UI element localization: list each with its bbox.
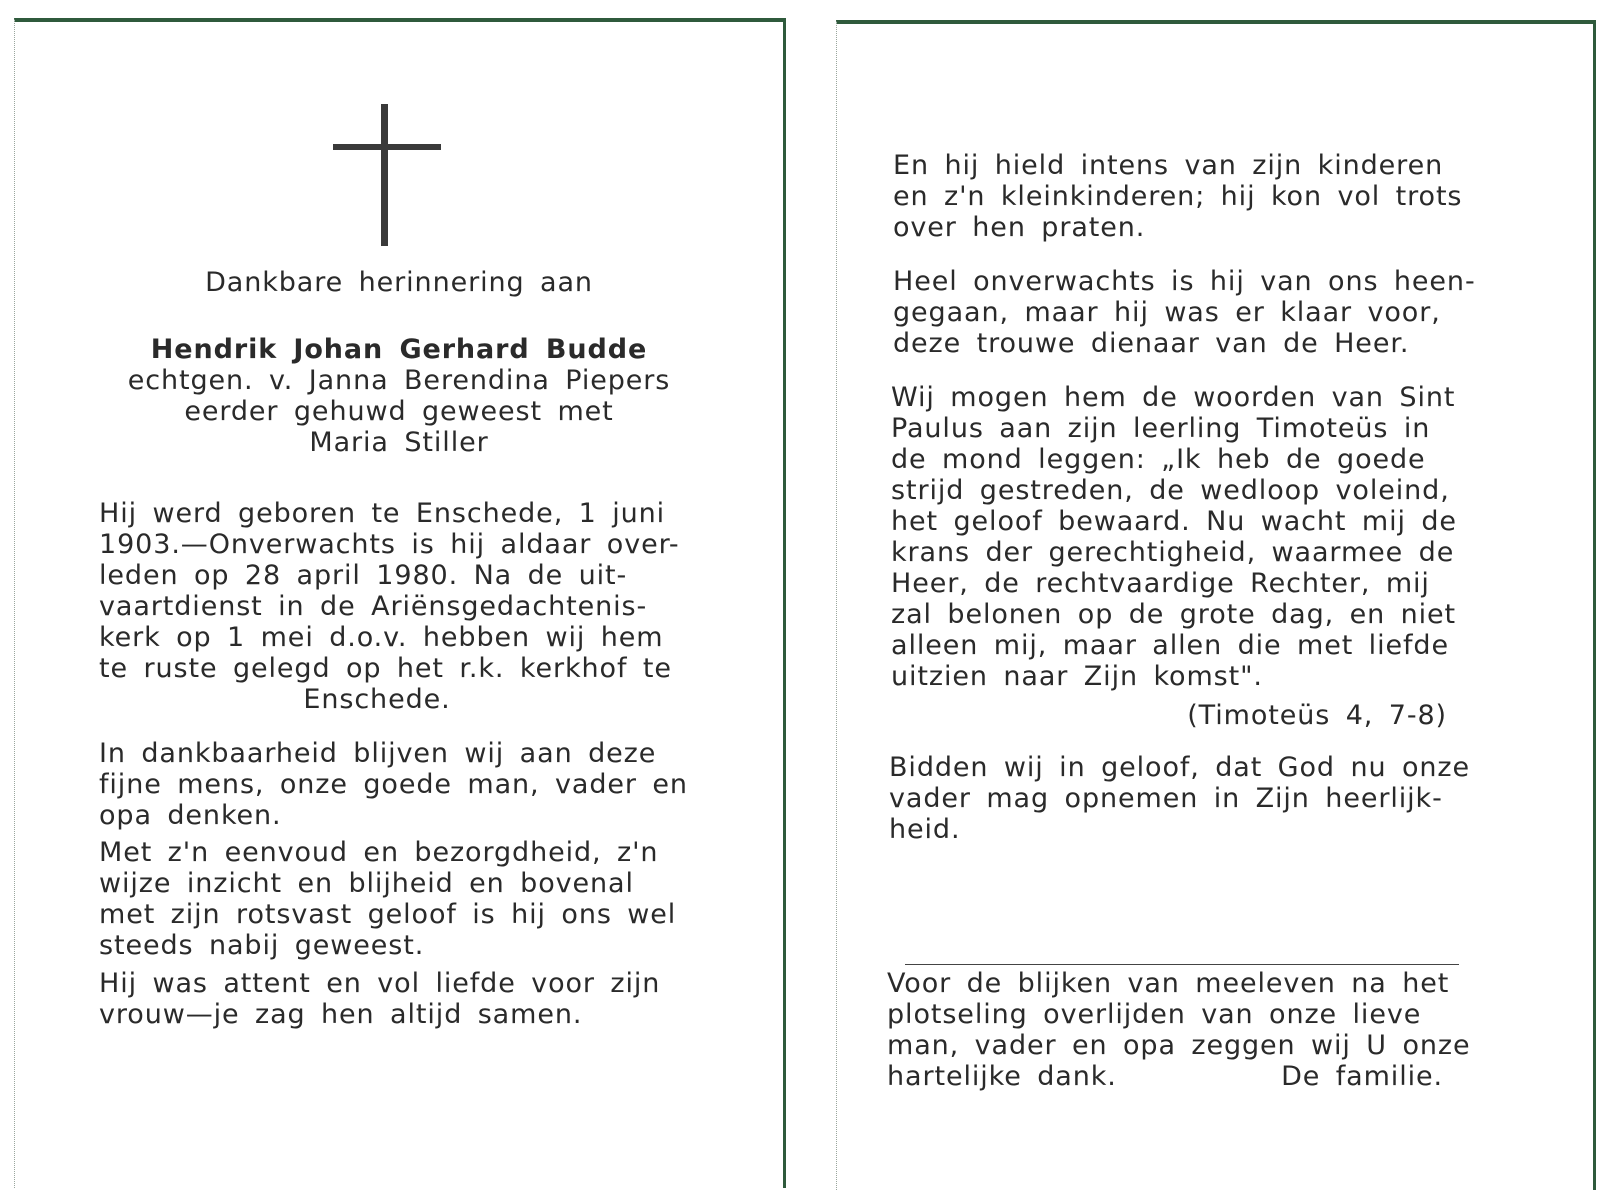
deceased-name: Hendrik Johan Gerhard Budde [150,334,648,365]
thanks-paragraph [887,968,1471,1092]
departure-line: deze trouwe dienaar van de Heer. [893,328,1410,359]
character-line: steeds nabij geweest. [99,930,425,961]
divider [905,964,1459,965]
children-paragraph [893,150,1463,243]
scripture-line: alleen mij, maar allen die met liefde [891,630,1449,661]
gratitude-line: fijne mens, onze goede man, vader en [99,769,688,800]
family-signature: De familie. [1281,1061,1443,1092]
scripture-line: Wij mogen hem de woorden van Sint [891,382,1456,413]
bio-line: leden op 28 april 1980. Na de uit- [99,560,628,591]
deceased-block [99,334,699,458]
spouse-line: Maria Stiller [309,427,489,458]
bio-line: Enschede. [303,684,451,715]
prayer-line: heid. [889,814,961,845]
character-paragraph [99,837,677,961]
gratitude-paragraph [99,738,688,831]
children-line: over hen praten. [893,212,1146,243]
spouse-line: eerder gehuwd geweest met [184,396,614,427]
children-line: en z'n kleinkinderen; hij kon vol trots [893,181,1463,212]
scripture-paragraph [891,382,1457,692]
citation: (Timoteüs 4, 7-8) [1187,700,1447,731]
spouse-line: echtgen. v. Janna Berendina Piepers [127,365,671,396]
scripture-line: krans der gerechtigheid, waarmee de [891,537,1455,568]
scripture-line: het geloof bewaard. Nu wacht mij de [891,506,1457,537]
memorial-card-front [14,18,786,1188]
scripture-line: de mond leggen: „Ik heb de goede [891,444,1426,475]
thanks-line: plotseling overlijden van onze lieve [887,999,1422,1030]
departure-line: gegaan, maar hij was er klaar voor, [893,297,1441,328]
bio-line: 1903.—Onverwachts is hij aldaar over- [99,529,680,560]
children-line: En hij hield intens van zijn kinderen [893,150,1444,181]
bio-paragraph [99,498,680,715]
departure-paragraph [893,266,1476,359]
intro-line: Dankbare herinnering aan [205,267,593,298]
cross-icon [333,104,441,246]
character-line: wijze inzicht en blijheid en bovenal [99,868,634,899]
departure-line: Heel onverwachts is hij van ons heen- [893,266,1476,297]
prayer-line: Bidden wij in geloof, dat God nu onze [889,752,1470,783]
scripture-line: Heer, de rechtvaardige Rechter, mij [891,568,1430,599]
thanks-line: man, vader en opa zeggen wij U onze [887,1030,1471,1061]
scripture-line: strijd gestreden, de wedloop voleind, [891,475,1450,506]
thanks-last-text: hartelijke dank. [887,1061,1117,1092]
thanks-line: Voor de blijken van meeleven na het [887,968,1450,999]
memorial-card-back [836,20,1596,1190]
devotion-paragraph [99,968,661,1030]
gratitude-line: opa denken. [99,800,282,831]
scripture-line: zal belonen op de grote dag, en niet [891,599,1457,630]
bio-line: vaartdienst in de Ariënsgedachtenis- [99,591,648,622]
gratitude-line: In dankbaarheid blijven wij aan deze [99,738,657,769]
scripture-line: uitzien naar Zijn komst". [891,661,1263,692]
character-line: Met z'n eenvoud en bezorgdheid, z'n [99,837,659,868]
scripture-line: Paulus aan zijn leerling Timoteüs in [891,413,1431,444]
bio-line: te ruste gelegd op het r.k. kerkhof te [99,653,672,684]
prayer-line: vader mag opnemen in Zijn heerlijk- [889,783,1443,814]
devotion-line: vrouw—je zag hen altijd samen. [99,999,583,1030]
bio-line: Hij werd geboren te Enschede, 1 juni [99,498,666,529]
intro-text [99,267,699,298]
character-line: met zijn rotsvast geloof is hij ons wel [99,899,677,930]
prayer-paragraph [889,752,1470,845]
thanks-final-line [887,1061,1443,1092]
citation-block [891,700,1447,731]
devotion-line: Hij was attent en vol liefde voor zijn [99,968,661,999]
bio-line: kerk op 1 mei d.o.v. hebben wij hem [99,622,664,653]
